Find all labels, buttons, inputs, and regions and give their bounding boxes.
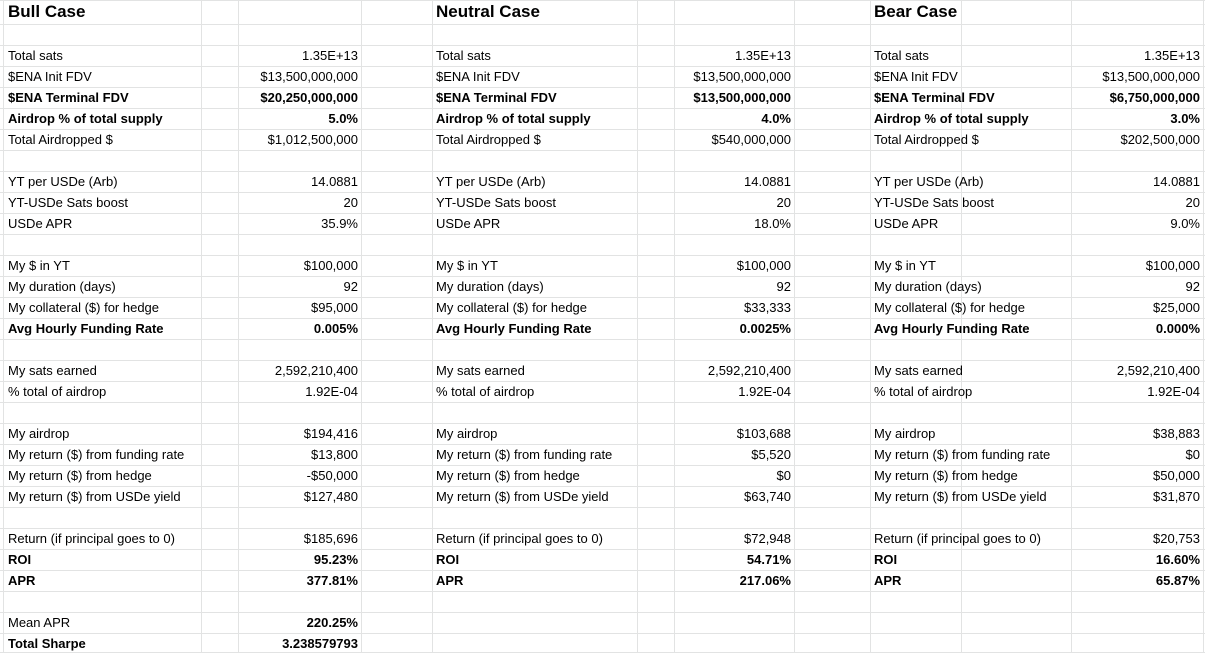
cell-label[interactable]: Return (if principal goes to 0) — [8, 531, 175, 546]
cell-value[interactable]: 0.000% — [1155, 321, 1200, 336]
cell-label[interactable]: My airdrop — [436, 426, 498, 441]
cell-value[interactable]: 20 — [776, 195, 791, 210]
cell-value[interactable]: 16.60% — [1155, 552, 1200, 567]
cell-label[interactable]: My collateral ($) for hedge — [8, 300, 160, 315]
cell-value[interactable]: 377.81% — [306, 573, 358, 588]
cell-value[interactable]: 1.35E+13 — [301, 48, 358, 63]
cell-value[interactable]: 9.0% — [1170, 216, 1200, 231]
cell-label[interactable]: Avg Hourly Funding Rate — [436, 321, 592, 336]
cell-value[interactable]: $20,753 — [1153, 531, 1200, 546]
cell-label[interactable]: My return ($) from hedge — [436, 468, 580, 483]
cell-label[interactable]: Total Airdropped $ — [8, 132, 113, 147]
cell-label[interactable]: USDe APR — [436, 216, 501, 231]
cell-value[interactable]: 18.0% — [754, 216, 791, 231]
cell-label[interactable]: $ENA Terminal FDV — [8, 90, 129, 105]
cell-label[interactable]: My duration (days) — [874, 279, 982, 294]
cell-value[interactable]: $13,500,000,000 — [1102, 69, 1200, 84]
cell-value[interactable]: $95,000 — [311, 300, 358, 315]
cell-value[interactable]: 20 — [1185, 195, 1200, 210]
cell-value[interactable]: 95.23% — [313, 552, 358, 567]
cell-value[interactable]: 2,592,210,400 — [1116, 363, 1200, 378]
cell-label[interactable]: My return ($) from USDe yield — [874, 489, 1047, 504]
cell-value[interactable]: $13,500,000,000 — [260, 69, 358, 84]
cell-label[interactable]: Airdrop % of total supply — [8, 111, 163, 126]
cell-value[interactable]: 3.0% — [1170, 111, 1200, 126]
cell-value[interactable]: $0 — [1185, 447, 1200, 462]
cell-value[interactable]: $127,480 — [303, 489, 358, 504]
cell-label[interactable]: % total of airdrop — [8, 384, 107, 399]
case-title[interactable]: Bull Case — [8, 2, 86, 21]
case-title[interactable]: Neutral Case — [436, 2, 540, 21]
cell-label[interactable]: $ENA Terminal FDV — [436, 90, 557, 105]
cell-label[interactable]: My collateral ($) for hedge — [874, 300, 1026, 315]
cell-value[interactable]: $5,520 — [751, 447, 791, 462]
cell-label[interactable]: USDe APR — [874, 216, 939, 231]
cell-label[interactable]: My sats earned — [436, 363, 525, 378]
cell-label[interactable]: $ENA Init FDV — [874, 69, 958, 84]
cell-label[interactable]: My $ in YT — [8, 258, 70, 273]
cell-value[interactable]: $100,000 — [303, 258, 358, 273]
cell-label[interactable]: Total sats — [874, 48, 929, 63]
cell-value[interactable]: 92 — [1185, 279, 1200, 294]
cell-label[interactable]: $ENA Terminal FDV — [874, 90, 995, 105]
cell-value[interactable]: $33,333 — [744, 300, 791, 315]
cell-value[interactable]: 220.25% — [306, 615, 358, 630]
cell-value[interactable]: 65.87% — [1155, 573, 1200, 588]
cell-value[interactable]: $50,000 — [1153, 468, 1200, 483]
cell-label[interactable]: My return ($) from USDe yield — [8, 489, 181, 504]
cell-label[interactable]: My sats earned — [8, 363, 97, 378]
cell-label[interactable]: Total Airdropped $ — [436, 132, 541, 147]
cell-label[interactable]: Total sats — [8, 48, 63, 63]
cell-label[interactable]: YT-USDe Sats boost — [436, 195, 556, 210]
cell-value[interactable]: $20,250,000,000 — [260, 90, 358, 105]
cell-value[interactable]: 2,592,210,400 — [707, 363, 791, 378]
cell-value[interactable]: 92 — [343, 279, 358, 294]
cell-label[interactable]: My return ($) from hedge — [874, 468, 1018, 483]
cell-value[interactable]: 1.92E-04 — [305, 384, 358, 399]
cell-label[interactable]: Avg Hourly Funding Rate — [874, 321, 1030, 336]
cell-label[interactable]: Airdrop % of total supply — [436, 111, 591, 126]
cell-label[interactable]: $ENA Init FDV — [436, 69, 520, 84]
cell-label[interactable]: YT-USDe Sats boost — [874, 195, 994, 210]
cell-value[interactable]: 1.92E-04 — [738, 384, 791, 399]
cell-value[interactable]: $25,000 — [1153, 300, 1200, 315]
case-title[interactable]: Bear Case — [874, 2, 958, 21]
cell-value[interactable]: $6,750,000,000 — [1109, 90, 1200, 105]
cell-label[interactable]: ROI — [436, 552, 460, 567]
cell-label[interactable]: My return ($) from USDe yield — [436, 489, 609, 504]
cell-value[interactable]: 1.35E+13 — [1143, 48, 1200, 63]
cell-label[interactable]: USDe APR — [8, 216, 73, 231]
cell-label[interactable]: Return (if principal goes to 0) — [436, 531, 603, 546]
cell-value[interactable]: $185,696 — [303, 531, 358, 546]
cell-label[interactable]: My return ($) from hedge — [8, 468, 152, 483]
cell-value[interactable]: $100,000 — [1145, 258, 1200, 273]
cell-value[interactable]: $100,000 — [736, 258, 791, 273]
cell-value[interactable]: $540,000,000 — [711, 132, 791, 147]
cell-value[interactable]: 1.35E+13 — [734, 48, 791, 63]
cell-label[interactable]: My duration (days) — [436, 279, 544, 294]
cell-value[interactable]: $13,800 — [311, 447, 358, 462]
cell-label[interactable]: Avg Hourly Funding Rate — [8, 321, 164, 336]
cell-value[interactable]: 54.71% — [746, 552, 791, 567]
cell-label[interactable]: ROI — [874, 552, 898, 567]
cell-value[interactable]: $72,948 — [744, 531, 791, 546]
cell-value[interactable]: $1,012,500,000 — [267, 132, 358, 147]
cell-label[interactable]: My airdrop — [874, 426, 936, 441]
cell-value[interactable]: 35.9% — [321, 216, 358, 231]
cell-value[interactable]: 217.06% — [739, 573, 791, 588]
cell-label[interactable]: My duration (days) — [8, 279, 116, 294]
cell-value[interactable]: 14.0881 — [744, 174, 791, 189]
cell-label[interactable]: % total of airdrop — [874, 384, 973, 399]
cell-value[interactable]: 2,592,210,400 — [274, 363, 358, 378]
cell-label[interactable]: My return ($) from funding rate — [436, 447, 613, 462]
cell-value[interactable]: 4.0% — [761, 111, 791, 126]
cell-value[interactable]: 1.92E-04 — [1147, 384, 1200, 399]
cell-value[interactable]: 14.0881 — [311, 174, 358, 189]
cell-label[interactable]: My airdrop — [8, 426, 70, 441]
cell-value[interactable]: $38,883 — [1153, 426, 1200, 441]
cell-label[interactable]: Mean APR — [8, 615, 71, 630]
cell-label[interactable]: APR — [436, 573, 464, 588]
cell-value[interactable]: -$50,000 — [306, 468, 358, 483]
cell-label[interactable]: My $ in YT — [874, 258, 936, 273]
cell-value[interactable]: 3.238579793 — [282, 636, 358, 651]
cell-label[interactable]: My sats earned — [874, 363, 963, 378]
cell-value[interactable]: 92 — [776, 279, 791, 294]
cell-value[interactable]: $0 — [776, 468, 791, 483]
cell-value[interactable]: $31,870 — [1153, 489, 1200, 504]
cell-label[interactable]: Total Airdropped $ — [874, 132, 979, 147]
cell-label[interactable]: Return (if principal goes to 0) — [874, 531, 1041, 546]
cell-label[interactable]: YT per USDe (Arb) — [8, 174, 118, 189]
cell-label[interactable]: APR — [874, 573, 902, 588]
cell-label[interactable]: $ENA Init FDV — [8, 69, 92, 84]
cell-label[interactable]: YT per USDe (Arb) — [436, 174, 546, 189]
cell-value[interactable]: $13,500,000,000 — [693, 69, 791, 84]
cell-label[interactable]: YT-USDe Sats boost — [8, 195, 128, 210]
cell-label[interactable]: % total of airdrop — [436, 384, 535, 399]
cell-value[interactable]: 0.0025% — [739, 321, 791, 336]
cell-label[interactable]: My $ in YT — [436, 258, 498, 273]
cell-value[interactable]: $13,500,000,000 — [693, 90, 791, 105]
cell-label[interactable]: Airdrop % of total supply — [874, 111, 1029, 126]
cell-value[interactable]: 5.0% — [328, 111, 358, 126]
cell-label[interactable]: APR — [8, 573, 36, 588]
cell-label[interactable]: My return ($) from funding rate — [874, 447, 1051, 462]
cell-value[interactable]: $194,416 — [303, 426, 358, 441]
cell-value[interactable]: $63,740 — [744, 489, 791, 504]
cell-value[interactable]: 14.0881 — [1153, 174, 1200, 189]
cell-value[interactable]: 0.005% — [313, 321, 358, 336]
cell-value[interactable]: $202,500,000 — [1120, 132, 1200, 147]
cell-label[interactable]: YT per USDe (Arb) — [874, 174, 984, 189]
cell-value[interactable]: $103,688 — [736, 426, 791, 441]
cell-value[interactable]: 20 — [343, 195, 358, 210]
cell-label[interactable]: Total sats — [436, 48, 491, 63]
cell-label[interactable]: ROI — [8, 552, 32, 567]
cell-label[interactable]: My return ($) from funding rate — [8, 447, 185, 462]
cell-label[interactable]: Total Sharpe — [8, 636, 86, 651]
cell-label[interactable]: My collateral ($) for hedge — [436, 300, 588, 315]
